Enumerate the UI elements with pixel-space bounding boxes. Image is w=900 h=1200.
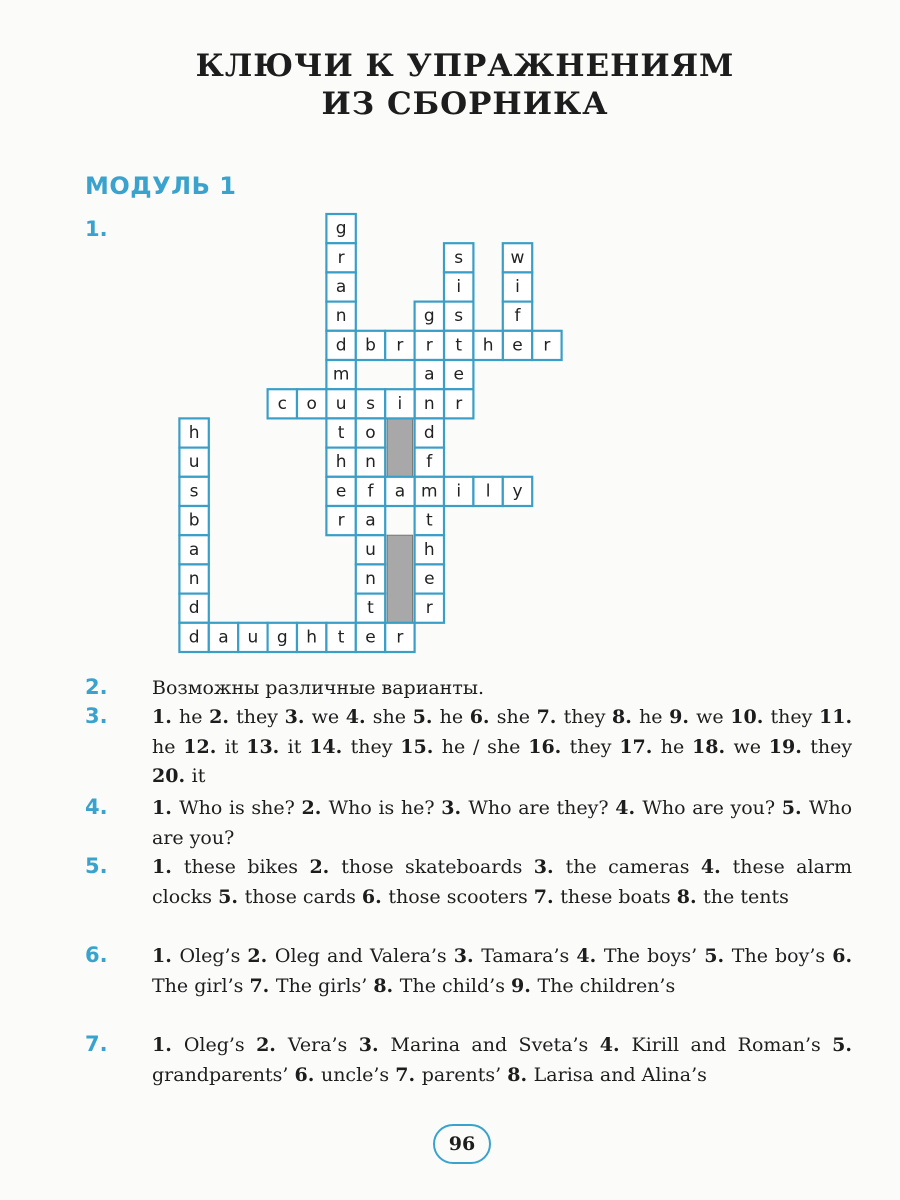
exercise-number: 5.	[85, 854, 108, 878]
answer-number: 8.	[507, 1063, 534, 1086]
crossword-letter: n	[335, 306, 347, 327]
exercise-answers	[152, 853, 852, 912]
exercise-answers	[152, 674, 852, 704]
module-heading: МОДУЛЬ 1	[85, 172, 237, 200]
exercise-number: 6.	[85, 943, 108, 967]
crossword-letter: n	[423, 393, 435, 414]
answer-number: 17.	[619, 735, 661, 758]
crossword-letter: e	[512, 335, 523, 356]
crossword-letter: y	[512, 481, 523, 502]
crossword-letter: b	[365, 335, 376, 356]
crossword-letter: a	[424, 364, 435, 385]
answer-number: 13.	[246, 735, 288, 758]
crossword-letter: h	[188, 423, 200, 443]
crossword-letter: r	[425, 335, 433, 356]
answer-number: 15.	[400, 735, 442, 758]
crossword-letter: e	[453, 364, 464, 385]
crossword-letter: u	[247, 627, 259, 648]
answer-text: she	[496, 706, 530, 728]
crossword-letter: t	[425, 510, 433, 531]
answer-number: 20.	[152, 765, 192, 787]
crossword-letter: l	[485, 481, 491, 502]
answer-text: the cameras	[565, 856, 690, 878]
answer-text: the tents	[703, 885, 789, 908]
answer-number: 3.	[284, 706, 312, 728]
crossword-letter: r	[425, 598, 433, 619]
answer-number: 2.	[301, 797, 329, 819]
page-number: 96	[433, 1124, 491, 1164]
crossword-letter: b	[188, 510, 200, 531]
answer-number: 7.	[533, 885, 561, 908]
answer-number: 5.	[218, 885, 245, 908]
answer-text: they	[350, 735, 393, 758]
answer-text: they	[563, 706, 606, 728]
answer-number: 1.	[152, 856, 184, 878]
answer-number: 10.	[730, 706, 771, 728]
answer-text: we	[696, 706, 724, 728]
crossword-letter: i	[515, 277, 520, 297]
answer-text: he / she	[441, 735, 521, 758]
crossword-number: 1.	[85, 217, 108, 241]
answer-text: he	[152, 735, 176, 758]
answer-number: 16.	[528, 735, 570, 758]
crossword-letter: u	[365, 539, 376, 560]
exercise-answers	[152, 942, 852, 1001]
answer-number: 4.	[576, 945, 604, 967]
crossword-letter: o	[306, 393, 317, 414]
crossword-letter: e	[365, 627, 376, 648]
exercise-answers	[152, 794, 852, 853]
answer-number: 7.	[249, 974, 276, 997]
answer-number: 8.	[676, 885, 704, 908]
answer-text: Oleg and Valera’s	[274, 945, 447, 967]
crossword-letter: t	[337, 423, 345, 443]
answer-number: 5.	[704, 945, 732, 967]
answer-text: The boys’	[603, 945, 698, 967]
answer-number: 1.	[152, 1034, 184, 1056]
answer-number: 2.	[256, 1034, 288, 1056]
answer-text: he	[179, 706, 203, 728]
crossword-letter: m	[421, 481, 438, 502]
answer-number: 3.	[441, 797, 469, 819]
answer-text: it	[287, 735, 302, 758]
crossword-letter: s	[454, 306, 464, 327]
crossword-letter: s	[366, 393, 375, 414]
answer-text: Возможны различные варианты.	[152, 677, 485, 699]
page-title-line2: ИЗ СБОРНИКА	[321, 86, 609, 122]
answer-number: 4.	[599, 1034, 632, 1056]
answer-text: he	[439, 706, 464, 728]
answer-text: they	[236, 706, 278, 728]
answer-text: she	[372, 706, 406, 728]
answer-number: 3.	[453, 945, 482, 967]
answer-number: 7.	[536, 706, 564, 728]
answer-number: 2.	[209, 706, 237, 728]
crossword-letter: n	[365, 569, 376, 589]
answer-text: those scooters	[388, 885, 528, 908]
crossword-letter: f	[426, 452, 433, 473]
crossword-letter: u	[188, 452, 200, 473]
exercise-number: 4.	[85, 795, 108, 819]
answer-text: uncle’s	[320, 1063, 390, 1086]
crossword-letter: r	[543, 335, 551, 356]
crossword-letter: f	[514, 306, 521, 327]
answer-text: these boats	[560, 885, 671, 908]
answer-number: 9.	[669, 706, 697, 728]
exercise-number: 2.	[85, 675, 108, 699]
answer-text: they	[770, 706, 813, 728]
answer-number: 14.	[309, 735, 351, 758]
answer-number: 1.	[152, 706, 180, 728]
answer-text: parents’	[421, 1063, 502, 1086]
answer-text: grandparents’	[152, 1063, 289, 1086]
answer-text: Who is he?	[328, 797, 435, 819]
answer-text: Who are you?	[152, 797, 853, 849]
answer-text: Who are they?	[468, 797, 609, 819]
answer-number: 8.	[373, 974, 400, 997]
answer-text: The girl’s	[152, 974, 244, 997]
page-title-line1: КЛЮЧИ К УПРАЖНЕНИЯМ	[195, 48, 735, 84]
crossword-letter: n	[365, 452, 376, 473]
crossword-letter: i	[456, 277, 462, 297]
answer-text: these alarm clocks	[152, 856, 853, 908]
crossword-letter: a	[335, 277, 347, 297]
answer-number: 5.	[412, 706, 440, 728]
answer-text: those cards	[244, 885, 356, 908]
answer-number: 5.	[781, 797, 809, 819]
answer-text: Vera’s	[287, 1034, 348, 1056]
crossword-letter: m	[332, 364, 350, 385]
answer-number: 7.	[395, 1063, 422, 1086]
crossword-letter: a	[394, 481, 406, 502]
crossword-letter: d	[423, 423, 435, 443]
crossword-letter: h	[335, 452, 347, 473]
crossword-letter: o	[365, 423, 376, 443]
crossword-letter: e	[424, 569, 435, 589]
crossword-letter: h	[306, 627, 318, 648]
crossword-letter: t	[367, 598, 374, 619]
answer-text: he	[639, 706, 663, 728]
crossword-letter: a	[188, 539, 200, 560]
answer-number: 6.	[832, 945, 853, 967]
answer-number: 5.	[832, 1034, 853, 1056]
answer-text: he	[660, 735, 685, 758]
answer-number: 19.	[768, 735, 811, 758]
crossword-letter: s	[454, 247, 464, 268]
exercise-answers	[152, 703, 852, 792]
answer-number: 3.	[358, 1034, 391, 1056]
exercise-answers	[152, 1031, 852, 1090]
crossword-letter: i	[456, 481, 462, 502]
crossword-letter: u	[335, 393, 347, 414]
answer-number: 4.	[700, 856, 733, 878]
answer-number: 3.	[533, 856, 566, 878]
answer-text: Marina and Sveta’s	[390, 1034, 589, 1056]
answer-text: those skateboards	[341, 856, 523, 878]
crossword-letter: r	[455, 393, 463, 414]
crossword-letter: d	[335, 335, 347, 356]
answer-text: The children’s	[537, 974, 676, 997]
answer-text: Larisa and Alina’s	[533, 1063, 707, 1086]
answer-text: The child’s	[399, 974, 505, 997]
crossword-letter: f	[367, 481, 374, 502]
answer-text: it	[191, 765, 206, 787]
answer-number: 2.	[309, 856, 342, 878]
answer-number: 12.	[183, 735, 225, 758]
crossword-letter: r	[337, 510, 345, 531]
answer-number: 6.	[294, 1063, 321, 1086]
answer-text: they	[569, 735, 612, 758]
crossword-letter: r	[396, 627, 404, 648]
shaded-strip	[387, 418, 412, 476]
answer-text: Who are you?	[642, 797, 776, 819]
crossword-letter: t	[455, 335, 463, 356]
answer-number: 6.	[361, 885, 389, 908]
crossword-letter: d	[188, 627, 200, 648]
answer-text: Tamara’s	[481, 945, 570, 967]
crossword-letter: g	[423, 306, 435, 327]
answer-number: 18.	[692, 735, 734, 758]
answer-number: 6.	[469, 706, 497, 728]
crossword-letter: h	[482, 335, 494, 356]
crossword-letter: g	[335, 218, 347, 239]
answer-text: we	[733, 735, 761, 758]
crossword-letter: r	[337, 247, 345, 268]
crossword-letter: r	[396, 335, 404, 356]
answer-number: 4.	[345, 706, 373, 728]
answer-number: 4.	[615, 797, 643, 819]
crossword-letter: s	[189, 481, 199, 502]
exercise-number: 3.	[85, 704, 108, 728]
crossword-letter: d	[188, 598, 200, 619]
shaded-strip	[387, 535, 412, 623]
answer-text: The girls’	[275, 974, 368, 997]
answer-text: it	[224, 735, 239, 758]
answer-text: Oleg’s	[179, 945, 241, 967]
crossword-letter: a	[365, 510, 376, 531]
crossword-letter: a	[218, 627, 229, 648]
answer-text: Oleg’s	[183, 1034, 245, 1056]
answer-text: they	[810, 735, 853, 758]
answer-number: 8.	[612, 706, 640, 728]
crossword-letter: w	[510, 247, 525, 268]
crossword-letter: c	[277, 393, 287, 414]
answer-text: Kirill and Roman’s	[631, 1034, 821, 1056]
crossword-letter: g	[276, 627, 288, 648]
crossword-letter: e	[335, 481, 347, 502]
answer-text: The boy’s	[731, 945, 826, 967]
crossword-letter: i	[397, 393, 403, 414]
answer-text: Who is she?	[179, 797, 295, 819]
answer-number: 1.	[152, 797, 180, 819]
answer-number: 2.	[247, 945, 275, 967]
crossword-letter: t	[337, 627, 345, 648]
answer-text: we	[311, 706, 340, 728]
crossword-letter: n	[188, 569, 200, 589]
answer-number: 11.	[819, 706, 853, 728]
answer-text: these bikes	[183, 856, 299, 878]
answer-number: 9.	[511, 974, 538, 997]
exercise-number: 7.	[85, 1032, 108, 1056]
crossword-letter: h	[423, 539, 435, 560]
answer-number: 1.	[152, 945, 180, 967]
